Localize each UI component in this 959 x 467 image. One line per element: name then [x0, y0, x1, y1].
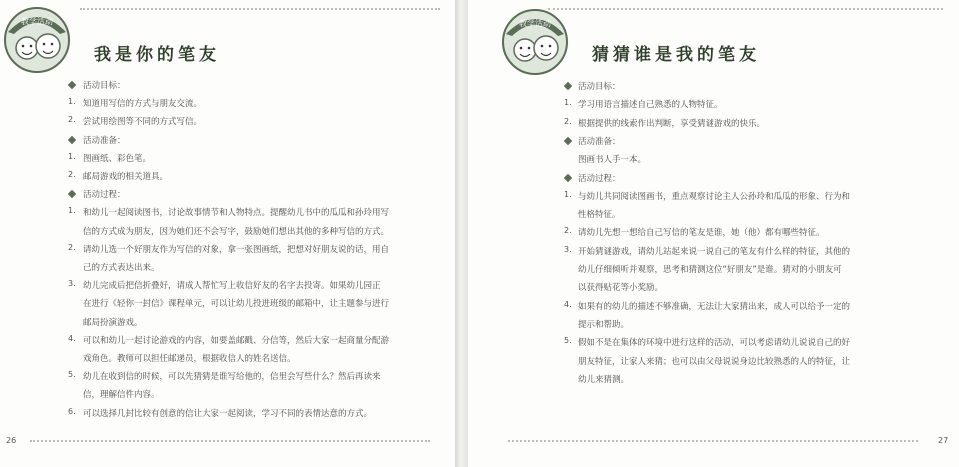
text-line: 幼儿完成后把信折叠好，请成人帮忙写上收信好友的名字去投寄。如果幼儿园正: [83, 281, 381, 292]
text-line: 请幼儿先想一想给自己写信的笔友是谁，她（他）都有哪些特征。: [578, 228, 825, 239]
text-line: 信，理解信件内容。: [83, 390, 160, 401]
diamond-bullet-icon: [564, 82, 572, 90]
two-children-faces-logo-icon: [2, 4, 72, 74]
list-number: 2.: [68, 242, 76, 252]
logo-badge-text: 教学活动: [21, 17, 53, 26]
text-line: 活动准备：: [83, 135, 126, 146]
list-number: 4.: [68, 333, 76, 343]
text-line: 在进行《轻你一封信》课程单元，可以让幼儿投进班级的邮箱中，让主题参与进行: [83, 299, 390, 310]
text-line: 可以和幼儿一起讨论游戏的内容，如要盖邮戳、分信等，然后大家一起商量分配游: [83, 335, 390, 346]
text-line: 活动准备：: [578, 136, 621, 147]
text-line: 朋友特征，让家人来猜；也可以由父母说说身边比较熟悉的人的特征，让: [578, 356, 851, 367]
right-page-number: 27: [938, 436, 949, 445]
list-number: 1.: [564, 189, 572, 199]
bottom-dotted-rule: [30, 440, 430, 442]
list-number: 3.: [564, 244, 572, 254]
text-line: 幼儿来猜测。: [578, 374, 630, 385]
diamond-bullet-icon: [68, 135, 76, 143]
right-page-title: 猜猜谁是我的笔友: [592, 45, 760, 65]
list-number: 1.: [68, 97, 76, 107]
list-number: 1.: [68, 151, 76, 161]
text-line: 提示和帮助。: [578, 319, 630, 330]
text-line: 根据提供的线索作出判断，享受猜谜游戏的快乐。: [578, 118, 766, 129]
text-line: 性格特征。: [578, 210, 621, 221]
text-line: 活动目标：: [83, 81, 126, 91]
text-line: 学习用语言描述自己熟悉的人物特征。: [578, 100, 723, 111]
list-number: 2.: [564, 116, 572, 126]
list-number: 1.: [68, 206, 76, 216]
text-line: 以获得贴花等小奖励。: [578, 283, 664, 294]
diamond-bullet-icon: [68, 81, 76, 89]
list-number: 5.: [68, 370, 76, 380]
list-number: 1.: [564, 98, 572, 108]
text-line: 图画书人手一本。: [578, 155, 647, 166]
list-number: 2.: [68, 115, 76, 125]
diamond-bullet-icon: [68, 190, 76, 198]
book-gutter: [455, 0, 468, 467]
text-line: 图画纸、彩色笔。: [83, 153, 152, 164]
top-dotted-rule: [548, 8, 943, 10]
right-page: [468, 0, 959, 467]
text-line: 开始猜谜游戏，请幼儿站起来说一说自己的笔友有什么样的特征，其他的: [578, 246, 851, 257]
text-line: 如果有的幼儿的描述不够准确，无法让大家猜出来，成人可以给予一定的: [578, 301, 851, 312]
text-line: 邮局游戏的相关道具。: [83, 172, 169, 182]
text-line: 幼儿仔细倾听并观察，思考和猜测这位“好朋友”是谁。猜对的小朋友可: [578, 265, 842, 275]
text-line: 知道用写信的方式与朋友交流。: [83, 99, 203, 110]
list-number: 4.: [564, 299, 572, 309]
list-number: 3.: [68, 279, 76, 289]
text-line: 己的方式表达出来。: [83, 263, 160, 273]
text-line: 活动过程：: [83, 190, 126, 201]
text-line: 活动目标：: [578, 82, 621, 92]
text-line: 可以选择几封比较有创意的信让大家一起阅读，学习不同的表情达意的方式。: [83, 408, 373, 419]
text-line: 邮局扮演游戏。: [83, 317, 143, 328]
text-line: 信的方式成为朋友，因为她们还不会写字，鼓励她们想出其他的多种写信的方式。: [83, 226, 390, 237]
diamond-bullet-icon: [564, 173, 572, 181]
list-number: 2.: [564, 226, 572, 236]
left-page-number: 26: [6, 436, 17, 445]
list-number: 6.: [68, 406, 76, 416]
text-line: 和幼儿一起阅读图书，讨论故事情节和人物特点。提醒幼儿书中的瓜瓜和孙玲用写: [83, 208, 390, 219]
list-number: 5.: [564, 336, 572, 346]
text-line: 尝试用绘图等不同的方式写信。: [83, 117, 203, 128]
top-dotted-rule: [80, 8, 440, 10]
text-line: 假如不是在集体的环境中进行这样的活动，可以考虑请幼儿说说自己的好: [578, 338, 851, 349]
text-line: 请幼儿选一个好朋友作为写信的对象，拿一张图画纸，把想对好朋友说的话，用自: [83, 244, 390, 255]
diamond-bullet-icon: [564, 137, 572, 145]
left-page: [0, 0, 455, 467]
text-line: 戏角色。教师可以担任邮递员，根据收信人的姓名送信。: [83, 354, 296, 364]
text-line: 幼儿在收到信的时候，可以先猜猜是谁写给他的，信里会写些什么？然后再读来: [83, 372, 381, 383]
two-children-faces-logo-icon: [500, 6, 570, 76]
bottom-dotted-rule: [508, 440, 918, 442]
text-line: 活动过程：: [578, 173, 621, 184]
logo-badge-text: 教学活动: [519, 19, 551, 28]
list-number: 2.: [68, 170, 76, 179]
left-page-title: 我是你的笔友: [94, 45, 220, 65]
text-line: 与幼儿共同阅读图画书，重点观察讨论主人公孙玲和瓜瓜的形象、行为和: [578, 191, 851, 202]
